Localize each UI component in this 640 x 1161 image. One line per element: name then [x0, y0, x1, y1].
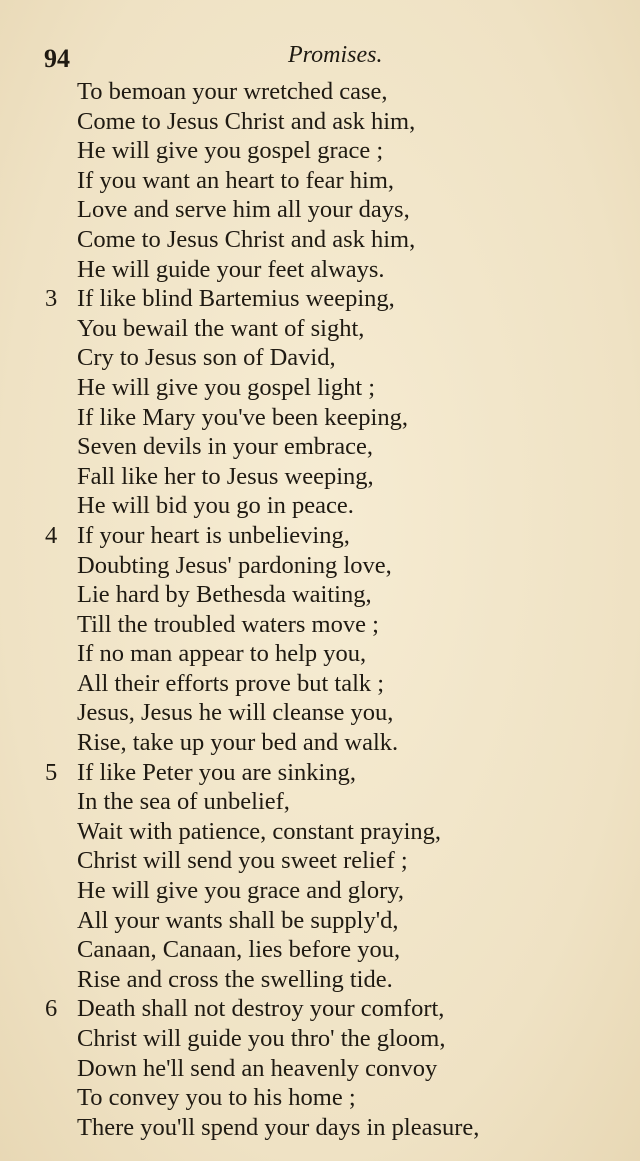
verse-line-text: To convey you to his home ; [77, 1084, 356, 1112]
stanza-number: 6 [45, 995, 58, 1023]
verse-line-text: Jesus, Jesus he will cleanse you, [77, 699, 394, 727]
verse-line-text: Doubting Jesus' pardoning love, [77, 551, 392, 579]
verse-line [0, 343, 640, 373]
verse-line [0, 373, 640, 403]
verse-line [0, 107, 640, 137]
verse-line [0, 166, 640, 196]
verse-line-text: All their efforts prove but talk ; [77, 669, 385, 697]
verse-line [0, 610, 640, 640]
running-head: Promises. [288, 42, 383, 68]
verse-line-text: Till the troubled waters move ; [77, 610, 379, 638]
page-header [0, 40, 640, 76]
verse-line [0, 669, 640, 699]
verse-line-text: Rise and cross the swelling tide. [77, 965, 393, 993]
verse-line-text: Christ will send you sweet relief ; [77, 847, 408, 875]
verse-line-text: Cry to Jesus son of David, [77, 344, 336, 372]
verse-line-text: Wait with patience, constant praying, [77, 817, 442, 845]
verse-line-text: Love and serve him all your days, [77, 196, 410, 224]
verse-line-text: He will bid you go in peace. [77, 492, 354, 520]
verse-line-text: Come to Jesus Christ and ask him, [77, 107, 416, 135]
verse-line-text: Lie hard by Bethesda waiting, [77, 581, 372, 609]
verse-line [0, 314, 640, 344]
verse-line-text: Rise, take up your bed and walk. [77, 729, 399, 757]
stanza-number: 5 [45, 758, 58, 786]
verse-line [0, 698, 640, 728]
verse-line [0, 284, 640, 314]
verse-line-text: You bewail the want of sight, [77, 314, 365, 342]
verse-line [0, 462, 640, 492]
verse-line [0, 1083, 640, 1113]
verse-line [0, 551, 640, 581]
verse-line [0, 965, 640, 995]
verse-line [0, 758, 640, 788]
verse-line-text: Seven devils in your embrace, [77, 433, 373, 461]
verse-line-text: If like blind Bartemius weeping, [77, 285, 395, 313]
verse-line-text: Canaan, Canaan, lies before you, [77, 936, 401, 964]
verse-line-text: Come to Jesus Christ and ask him, [77, 225, 416, 253]
verse-line [0, 195, 640, 225]
stanza-number: 4 [45, 521, 58, 549]
verse-line [0, 1024, 640, 1054]
verse-line [0, 432, 640, 462]
verse-line [0, 846, 640, 876]
verse-line [0, 491, 640, 521]
page-number: 94 [44, 44, 70, 73]
verse-line [0, 1113, 640, 1143]
verse-line [0, 935, 640, 965]
verse-line-text: Christ will guide you thro' the gloom, [77, 1025, 446, 1052]
verse-line-text: He will give you grace and glory, [77, 877, 405, 905]
verse-line [0, 255, 640, 285]
verse-line [0, 639, 640, 669]
verse-line-text: All your wants shall be supply'd, [77, 906, 399, 934]
verse-line-text: In the sea of unbelief, [77, 788, 290, 816]
verse-line [0, 77, 640, 107]
verse-line-text: Fall like her to Jesus weeping, [77, 462, 374, 490]
verse-line-text: Death shall not destroy your comfort, [77, 995, 445, 1023]
verse-line [0, 817, 640, 847]
verse-line [0, 994, 640, 1024]
verse-line [0, 1054, 640, 1084]
verse-line [0, 906, 640, 936]
verse-line [0, 521, 640, 551]
hymn-text [0, 77, 640, 1142]
verse-line-text: He will give you gospel light ; [77, 373, 376, 401]
verse-line-text: To bemoan your wretched case, [77, 78, 388, 105]
verse-line [0, 403, 640, 433]
verse-line [0, 136, 640, 166]
verse-line-text: Down he'll send an heavenly convoy [77, 1054, 438, 1082]
verse-line [0, 787, 640, 817]
verse-line-text: If your heart is unbelieving, [77, 521, 350, 549]
verse-line [0, 580, 640, 610]
verse-line-text: If you want an heart to fear him, [77, 166, 395, 194]
verse-line-text: He will guide your feet always. [77, 255, 385, 283]
verse-line [0, 876, 640, 906]
verse-line-text: If like Mary you've been keeping, [77, 403, 408, 431]
verse-line-text: If like Peter you are sinking, [77, 758, 356, 786]
verse-line [0, 225, 640, 255]
verse-line-text: He will give you gospel grace ; [77, 137, 384, 165]
stanza-number: 3 [45, 285, 58, 313]
verse-line [0, 728, 640, 758]
verse-line-text: If no man appear to help you, [77, 640, 367, 668]
verse-line-text: There you'll spend your days in pleasure, [77, 1113, 480, 1141]
